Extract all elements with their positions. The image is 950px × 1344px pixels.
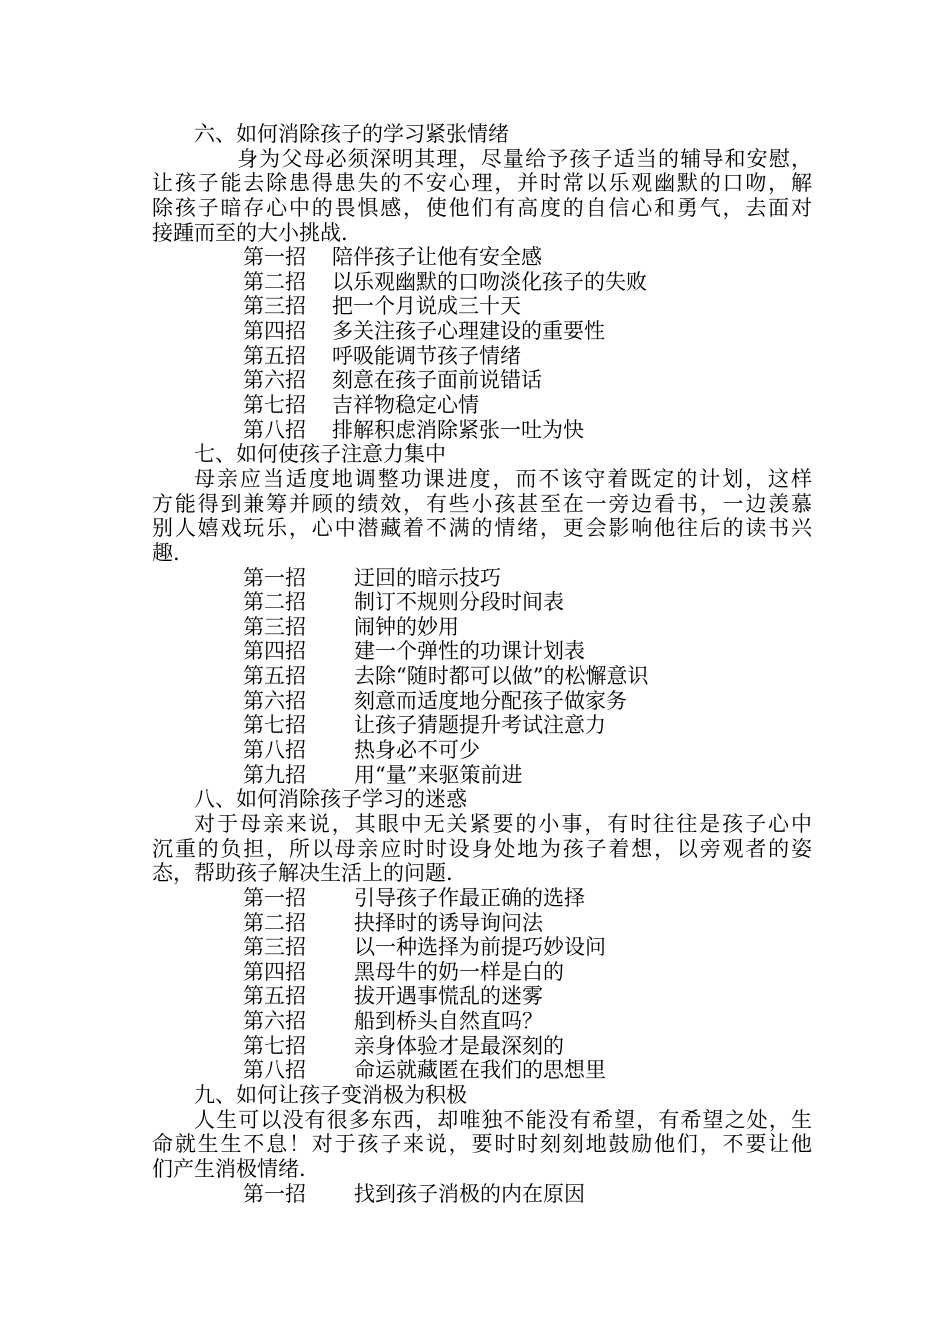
paragraph-line: 人生可以没有很多东西，却唯独不能没有希望，有希望之处，生	[194, 1107, 812, 1132]
step-title: 多关注孩子心理建设的重要性	[332, 319, 605, 344]
step-title: 闹钟的妙用	[354, 614, 459, 639]
paragraph-line: 趣.	[152, 540, 180, 565]
paragraph-line: 母亲应当适度地调整功课进度，而不该守着既定的计划，这样	[194, 466, 812, 491]
step-title: 以一种选择为前提巧妙设问	[354, 935, 606, 960]
step-item	[152, 270, 812, 295]
step-item	[152, 418, 812, 443]
step-title: 迂回的暗示技巧	[354, 565, 501, 590]
step-title: 船到桥头自然直吗？	[354, 1009, 543, 1034]
step-item	[152, 960, 812, 985]
section-heading: 六、如何消除孩子的学习紧张情绪	[194, 122, 509, 146]
step-number: 第八招	[243, 1058, 306, 1083]
step-title: 刻意在孩子面前说错话	[332, 368, 542, 393]
step-number: 第一招	[243, 885, 306, 910]
step-number: 第六招	[243, 1009, 306, 1034]
step-item	[152, 590, 812, 615]
step-item	[152, 319, 812, 344]
step-item	[152, 393, 812, 418]
step-title: 把一个月说成三十天	[332, 294, 521, 319]
step-number: 第七招	[243, 393, 306, 418]
step-number: 第六招	[243, 368, 306, 393]
step-number: 第五招	[243, 343, 306, 368]
step-title: 热身必不可少	[354, 738, 480, 763]
step-number: 第二招	[243, 910, 306, 935]
step-item	[152, 763, 812, 788]
step-item	[152, 984, 812, 1009]
step-title: 吉祥物稳定心情	[332, 393, 479, 418]
step-number: 第一招	[243, 1181, 306, 1206]
step-title: 引导孩子作最正确的选择	[354, 885, 585, 910]
paragraph-line: 对于母亲来说，其眼中无关紧要的小事，有时往往是孩子心中	[194, 811, 812, 836]
step-number: 第二招	[243, 269, 306, 294]
step-title: 亲身体验才是最深刻的	[354, 1033, 564, 1058]
step-title: 黑母牛的奶一样是白的	[354, 959, 564, 984]
step-item	[152, 713, 812, 738]
document-body	[152, 122, 812, 1206]
section-heading: 八、如何消除孩子学习的迷惑	[194, 787, 467, 812]
step-title: 排解积虑消除紧张一吐为快	[332, 417, 584, 442]
section-heading: 九、如何让孩子变消极为积极	[194, 1082, 467, 1107]
step-title: 呼吸能调节孩子情绪	[332, 343, 521, 368]
step-item	[152, 911, 812, 936]
step-number: 第三招	[243, 294, 306, 319]
step-item	[152, 664, 812, 689]
step-title: 刻意而适度地分配孩子做家务	[354, 688, 627, 713]
step-item	[152, 1058, 812, 1083]
step-number: 第一招	[243, 565, 306, 590]
step-number: 第八招	[243, 738, 306, 763]
step-title: 制订不规则分段时间表	[354, 590, 564, 615]
step-item	[152, 615, 812, 640]
step-item	[152, 935, 812, 960]
step-title: 去除“随时都可以做”的松懈意识	[354, 664, 649, 689]
step-number: 第四招	[243, 639, 306, 664]
paragraph-line: 们产生消极情绪.	[152, 1156, 306, 1181]
step-item	[152, 639, 812, 664]
step-number: 第八招	[243, 417, 306, 442]
step-item	[152, 294, 812, 319]
step-number: 第二招	[243, 590, 306, 615]
paragraph-line: 方能得到兼筹并顾的绩效，有些小孩甚至在一旁边看书，一边羡慕	[152, 491, 812, 516]
step-title: 建一个弹性的功课计划表	[354, 639, 585, 664]
step-title: 陪伴孩子让他有安全感	[332, 245, 542, 270]
step-item	[152, 1034, 812, 1059]
paragraph-line: 沉重的负担，所以母亲应时时设身处地为孩子着想，以旁观者的姿	[152, 836, 812, 861]
section-heading: 七、如何使孩子注意力集中	[194, 442, 446, 467]
step-title: 以乐观幽默的口吻淡化孩子的失败	[332, 269, 647, 294]
step-item	[152, 1009, 812, 1034]
step-number: 第一招	[243, 245, 306, 270]
step-number: 第四招	[243, 959, 306, 984]
step-number: 第六招	[243, 688, 306, 713]
paragraph-line: 接踵而至的大小挑战.	[152, 220, 348, 245]
step-item	[152, 738, 812, 763]
step-title: 命运就藏匿在我们的思想里	[354, 1058, 606, 1083]
step-number: 第五招	[243, 984, 306, 1009]
step-number: 第五招	[243, 664, 306, 689]
step-title: 用“量”来驱策前进	[354, 762, 523, 787]
step-number: 第三招	[243, 614, 306, 639]
step-item	[152, 566, 812, 591]
step-title: 拔开遇事慌乱的迷雾	[354, 984, 543, 1009]
step-number: 第七招	[243, 1033, 306, 1058]
paragraph-line: 让孩子能去除患得患失的不安心理，并时常以乐观幽默的口吻，解	[152, 171, 812, 196]
step-number: 第四招	[243, 319, 306, 344]
step-title: 找到孩子消极的内在原因	[354, 1181, 585, 1206]
paragraph-line: 身为父母必须深明其理，尽量给予孩子适当的辅导和安慰，	[237, 146, 812, 171]
step-title: 抉择时的诱导询问法	[354, 910, 543, 935]
step-item	[152, 886, 812, 911]
step-number: 第七招	[243, 713, 306, 738]
step-item	[152, 1182, 812, 1207]
step-item	[152, 245, 812, 270]
step-item	[152, 368, 812, 393]
paragraph-line: 别人嬉戏玩乐，心中潜藏着不满的情绪，更会影响他往后的读书兴	[152, 516, 812, 541]
step-title: 让孩子猜题提升考试注意力	[354, 713, 606, 738]
step-number: 第九招	[243, 762, 306, 787]
paragraph-line: 命就生生不息！对于孩子来说，要时时刻刻地鼓励他们，不要让他	[152, 1132, 812, 1157]
paragraph-line: 除孩子暗存心中的畏惧感，使他们有高度的自信心和勇气，去面对	[152, 195, 812, 220]
paragraph-line: 态，帮助孩子解决生活上的问题.	[152, 861, 453, 886]
step-number: 第三招	[243, 935, 306, 960]
step-item	[152, 689, 812, 714]
step-item	[152, 344, 812, 369]
